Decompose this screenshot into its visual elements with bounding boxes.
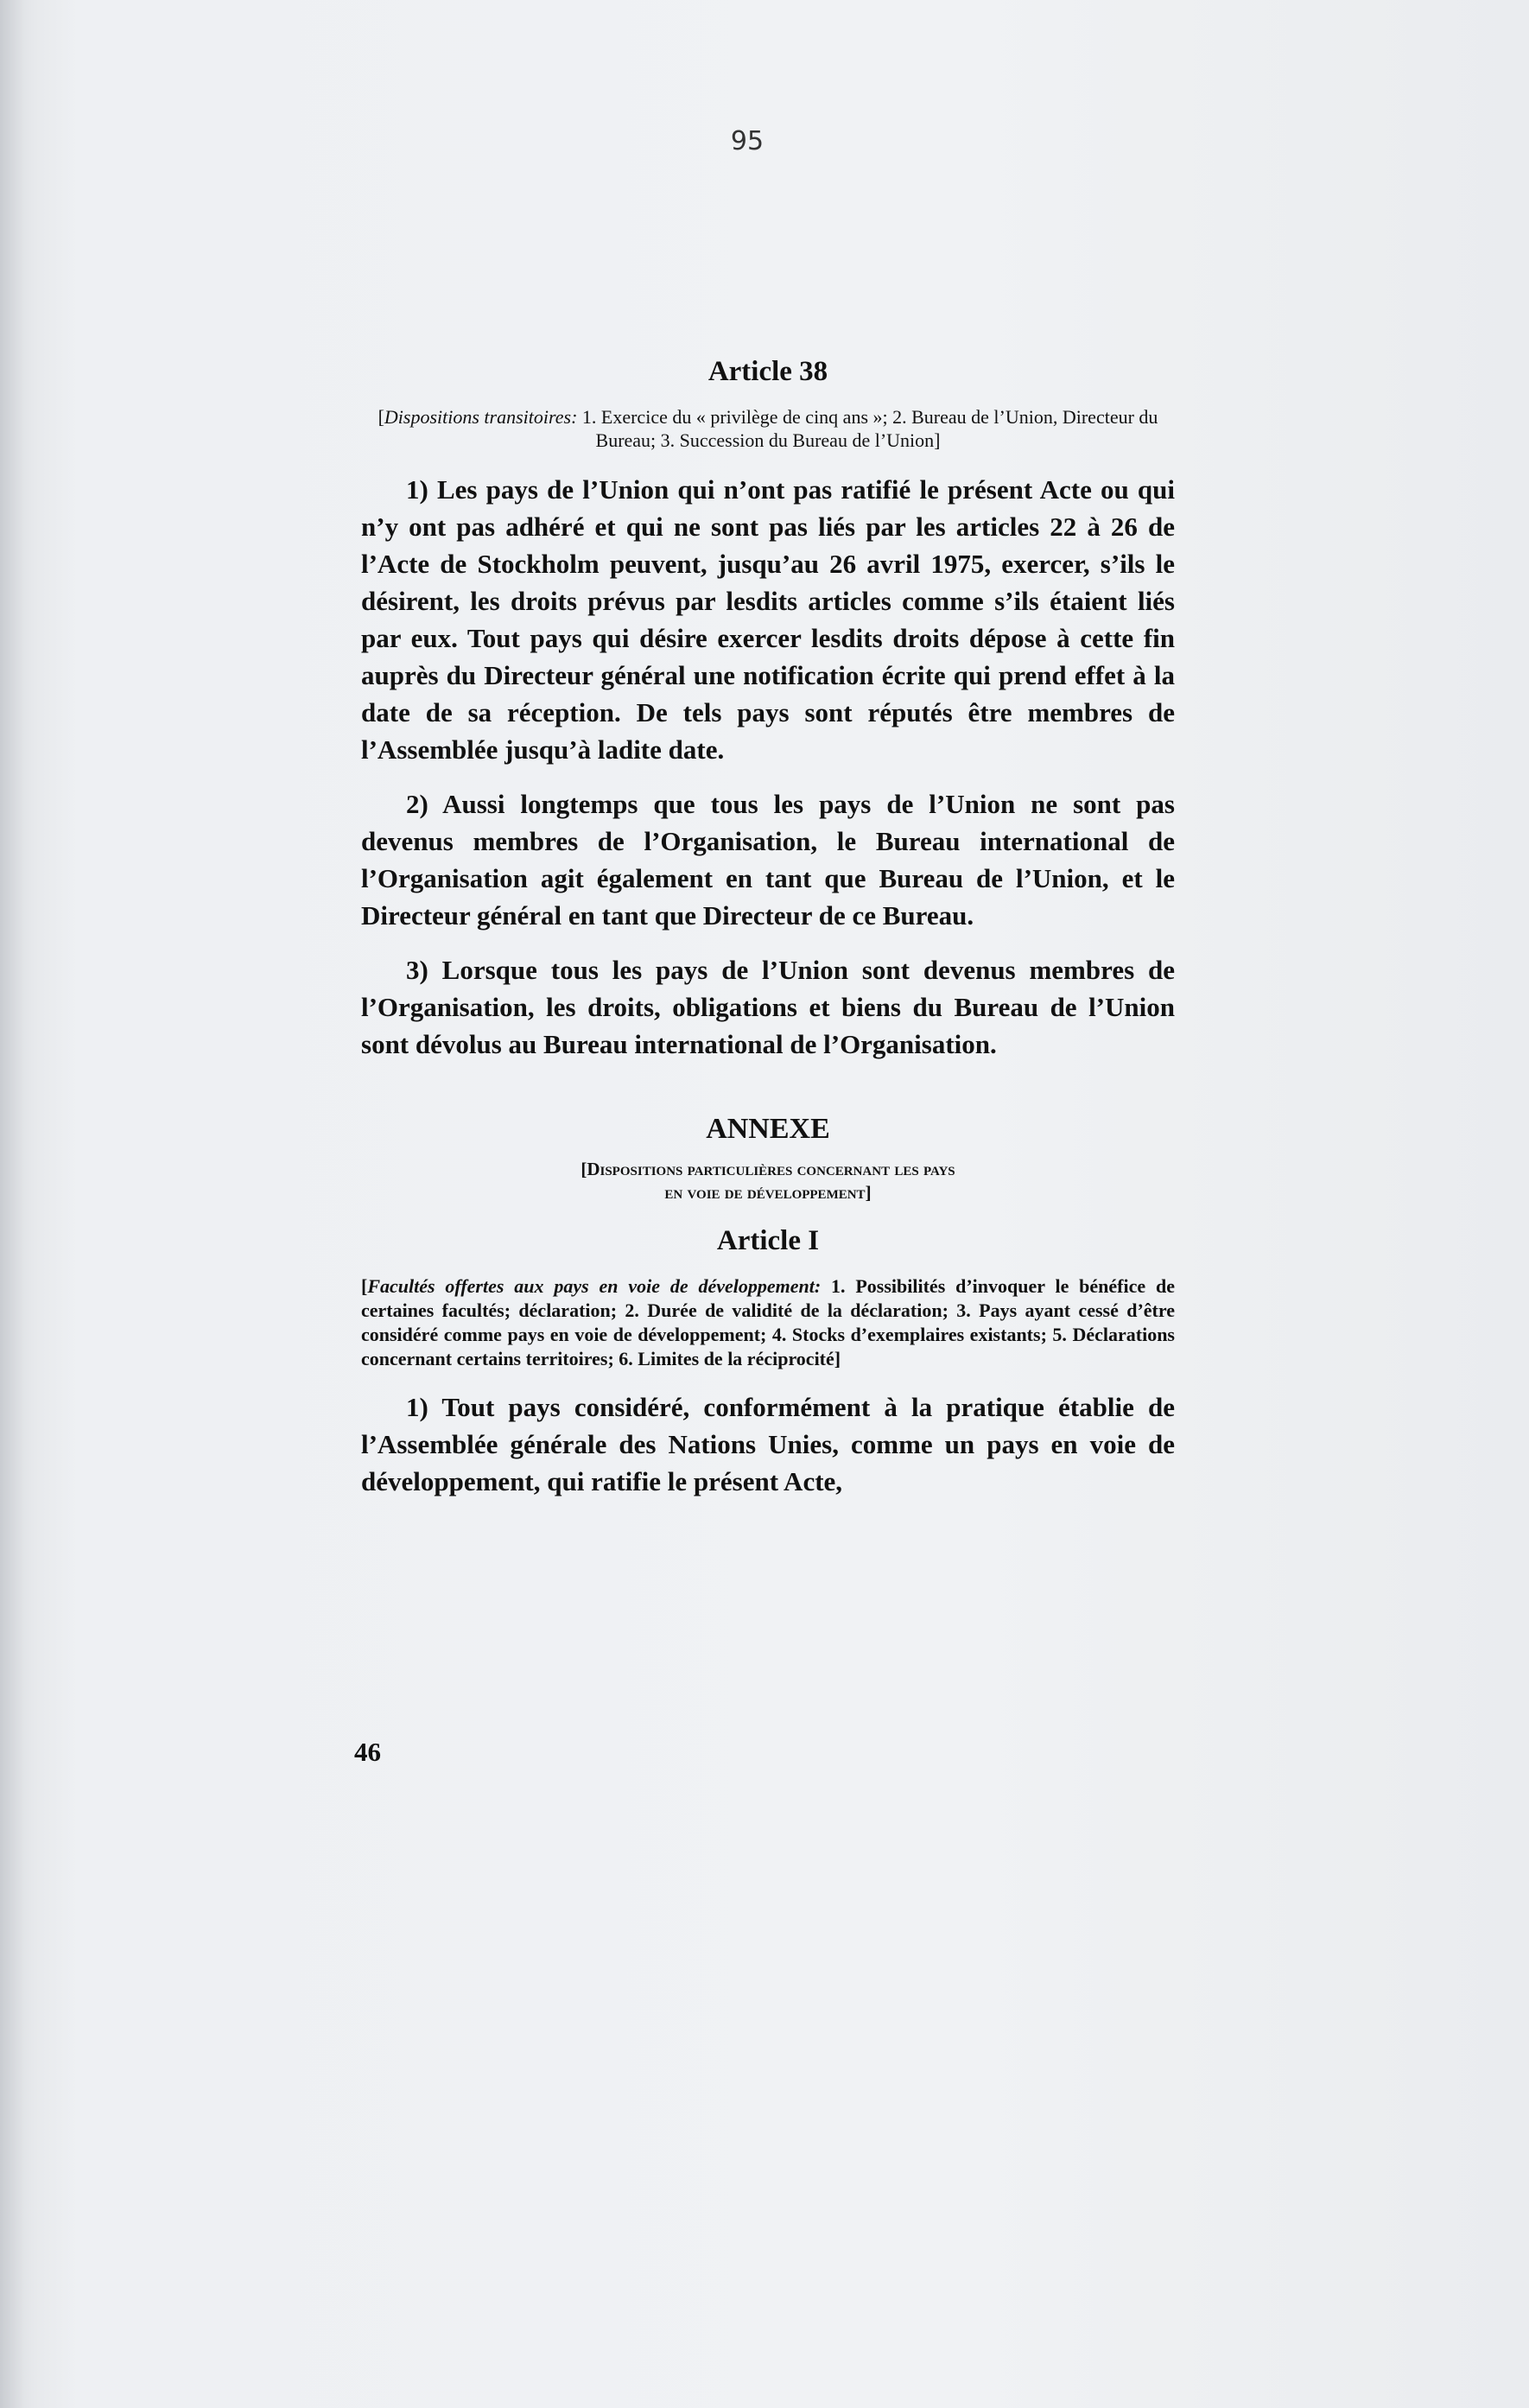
article-i-paragraph-1: 1) Tout pays considéré, conformément à la pratique établie de l’Assemblée générale des Nations Unies, comme un pays en voie de développement, qui ratifie le présent Acte, — [361, 1392, 1175, 1496]
article-i-title: Article I — [716, 1225, 820, 1256]
article-38-summary-italic: Dispositions transitoires: — [384, 406, 578, 428]
article-38-paragraph-3: 3) Lorsque tous les pays de l’Union sont devenus membres de l’Organisation, les droits, obligations et biens du Bureau de l’Union sont dévolus au Bureau international de l’Organisation. — [361, 955, 1175, 1059]
annex-subtitle-line-1: [Dispositions particulières concernant les pays — [581, 1159, 955, 1179]
article-i-summary-italic: Facultés offertes aux pays en voie de développement: — [367, 1275, 822, 1297]
annex-subtitle-line-2: en voie de développement] — [664, 1182, 872, 1203]
article-38-summary-open: [ — [377, 406, 384, 428]
annex-subtitle — [361, 1158, 1175, 1204]
article-38-paragraph-2: 2) Aussi longtemps que tous les pays de l’Union ne sont pas devenus membres de l’Organisation, le Bureau international de l’Organisation agit également en tant que Bureau de l’Union, et le Directeur général en tant que Directeur de ce Bureau. — [361, 789, 1175, 931]
article-38-summary-rest: 1. Exercice du « privilège de cinq ans »; 2. Bureau de l’Union, Directeur du Bureau; 3. Succession du Bureau de l’Union] — [577, 406, 1158, 451]
article-38-title: Article 38 — [707, 356, 828, 387]
annex-title: ANNEXE — [706, 1113, 830, 1145]
article-i-summary — [361, 1274, 1175, 1371]
header-page-number: 95 — [730, 126, 764, 156]
binding-shadow — [0, 0, 24, 2408]
document-body — [361, 356, 1175, 1517]
article-i-summary-open: [ — [361, 1275, 368, 1297]
article-i-summary-rest: 1. Possibilités d’invoquer le bénéfice de certaines facultés; déclaration; 2. Durée de validité de la déclaration; 3. Pays ayant cessé d’être considéré comme pays en voie de développement; 4. Stocks d’exemplaires existants; 5. Déclarations concernant certains territoires; 6. Limites de la réciprocité] — [361, 1275, 1175, 1369]
article-38-paragraph-1: 1) Les pays de l’Union qui n’ont pas ratifié le présent Acte ou qui n’y ont pas adhéré et qui ne sont pas liés par les articles 22 à 26 de l’Acte de Stockholm peuvent, jusqu’au 26 avril 1975, exercer, s’ils le désirent, les droits prévus par lesdits articles comme s’ils étaient liés par eux. Tout pays qui désire exercer lesdits droits dépose à cette fin auprès du Directeur général une notification écrite qui prend effet à la date de sa réception. De tels pays sont réputés être membres de l’Assemblée jusqu’à ladite date. — [361, 474, 1175, 765]
footer-page-number: 46 — [354, 1737, 381, 1767]
article-38-summary — [361, 405, 1175, 452]
